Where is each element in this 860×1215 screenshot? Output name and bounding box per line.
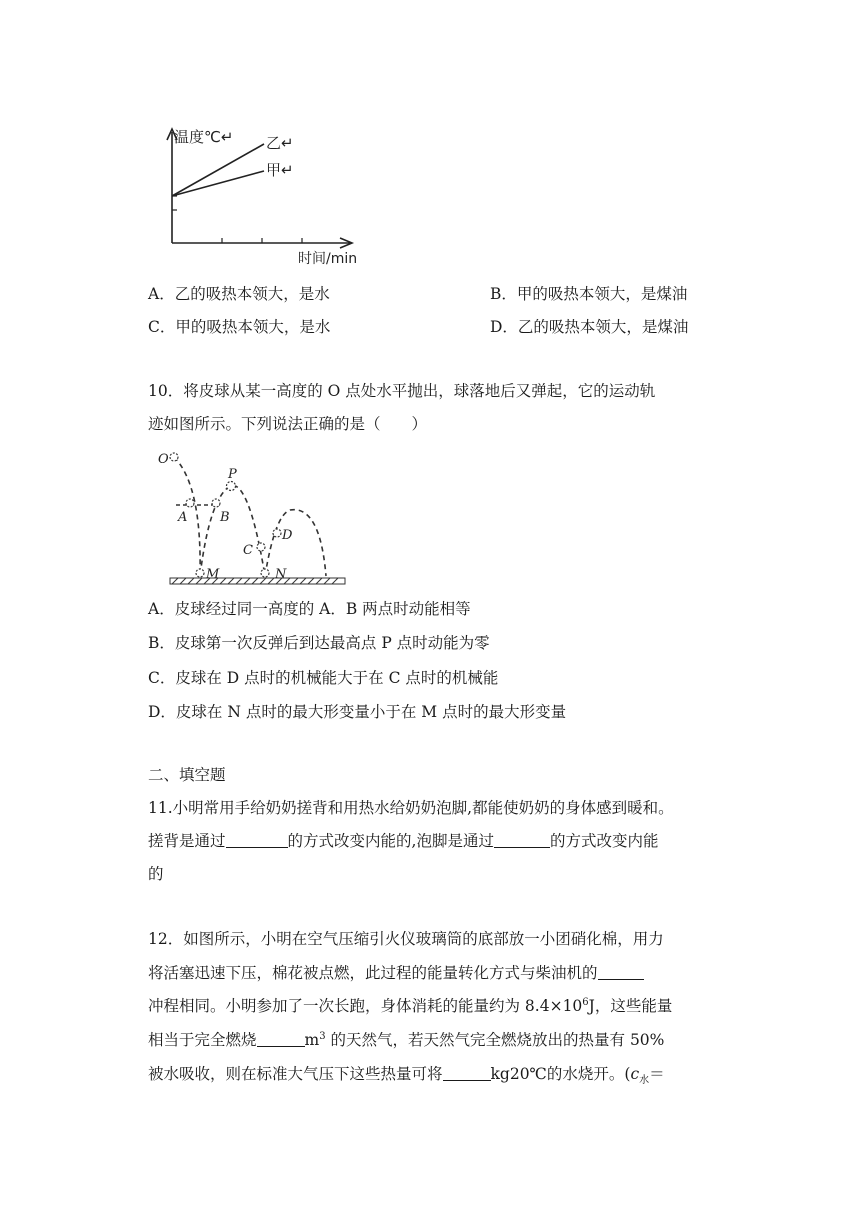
q12-line2	[148, 963, 644, 983]
q12-text-5d: ＝	[649, 1065, 665, 1083]
q12-text-4b: m	[304, 1031, 320, 1049]
label-c: C	[243, 543, 253, 558]
q10-option-c: C．皮球在 D 点时的机械能大于在 C 点时的机械能	[148, 669, 499, 687]
q11-text-b: 的方式改变内能的,泡脚是通过	[287, 832, 494, 850]
label-a: A	[178, 510, 188, 525]
q10-option-a: A．皮球经过同一高度的 A．B 两点时动能相等	[148, 600, 471, 618]
graph-ticks	[172, 196, 302, 243]
label-m: M	[206, 567, 220, 582]
temperature-time-graph	[150, 120, 365, 270]
q9-option-b: B．甲的吸热本领大，是煤油	[490, 285, 688, 303]
y-axis-label: 温度℃↵	[174, 128, 234, 146]
q11-blank-2[interactable]	[494, 832, 550, 848]
label-b: B	[220, 510, 230, 525]
q12-sub-water: 水	[639, 1075, 650, 1087]
trajectory	[174, 457, 326, 576]
q12-blank-1[interactable]	[598, 964, 644, 980]
bouncing-ball-figure	[150, 445, 355, 593]
q12-line4	[148, 1030, 664, 1050]
q9-option-a: A．乙的吸热本领大，是水	[148, 285, 330, 303]
line-jia	[172, 171, 264, 196]
q10-stem-line1: 10．将皮球从某一高度的 O 点处水平抛出，球落地后又弹起，它的运动轨	[148, 382, 656, 400]
q11-line3: 的	[148, 865, 164, 883]
q10-option-d: D．皮球在 N 点时的最大形变量小于在 M 点时的最大形变量	[148, 703, 567, 721]
q11-line2	[148, 831, 658, 851]
q12-text-5a: 被水吸收，则在标准大气压下这些热量可将	[148, 1065, 443, 1083]
ground	[170, 578, 345, 584]
q10-option-b: B．皮球第一次反弹后到达最高点 P 点时动能为零	[148, 634, 490, 652]
q12-text-4a: 相当于完全燃烧	[148, 1031, 257, 1049]
q12-text-4c: 的天然气，若天然气完全燃烧放出的热量有 50%	[325, 1031, 665, 1049]
section-title: 二、填空题	[148, 766, 226, 784]
q12-text-2: 将活塞迅速下压，棉花被点燃，此过程的能量转化方式与柴油机的	[148, 964, 598, 982]
q12-text-3b: J，这些能量	[588, 997, 673, 1015]
q11-blank-1[interactable]	[226, 832, 288, 848]
q12-line1: 12．如图所示，小明在空气压缩引火仪玻璃筒的底部放一小团硝化棉，用力	[148, 930, 664, 948]
q12-text-3a: 冲程相同。小明参加了一次长跑，身体消耗的能量约为 8.4×10	[148, 997, 583, 1015]
x-axis-label: 时间/min	[298, 251, 358, 267]
q11-text-a: 搓背是通过	[148, 832, 226, 850]
q11-line1: 11.小明常用手给奶奶搓背和用热水给奶奶泡脚,都能使奶奶的身体感到暖和。	[148, 799, 674, 817]
q12-c-symbol: c	[630, 1065, 640, 1083]
line-jia-label: 甲↵	[266, 161, 294, 179]
q12-sup-3: 3	[319, 1030, 326, 1042]
q10-stem-line2: 迹如图所示。下列说法正确的是（ ）	[148, 415, 428, 433]
q12-line3	[148, 996, 672, 1016]
line-yi	[172, 144, 264, 196]
q12-sup-6: 6	[582, 996, 589, 1008]
q9-option-c: C．甲的吸热本领大，是水	[148, 318, 331, 336]
label-p: P	[228, 467, 237, 482]
q12-text-5b: kg20℃的水烧开。(	[490, 1065, 631, 1083]
label-d: D	[282, 528, 293, 543]
q12-blank-3[interactable]	[443, 1065, 491, 1081]
q12-line5	[148, 1064, 665, 1087]
q9-option-d: D．乙的吸热本领大，是煤油	[490, 318, 689, 336]
label-o: O	[158, 452, 169, 467]
line-yi-label: 乙↵	[266, 134, 294, 152]
q11-text-c: 的方式改变内能	[549, 832, 659, 850]
label-n: N	[275, 567, 287, 582]
q12-blank-2[interactable]	[257, 1031, 305, 1047]
